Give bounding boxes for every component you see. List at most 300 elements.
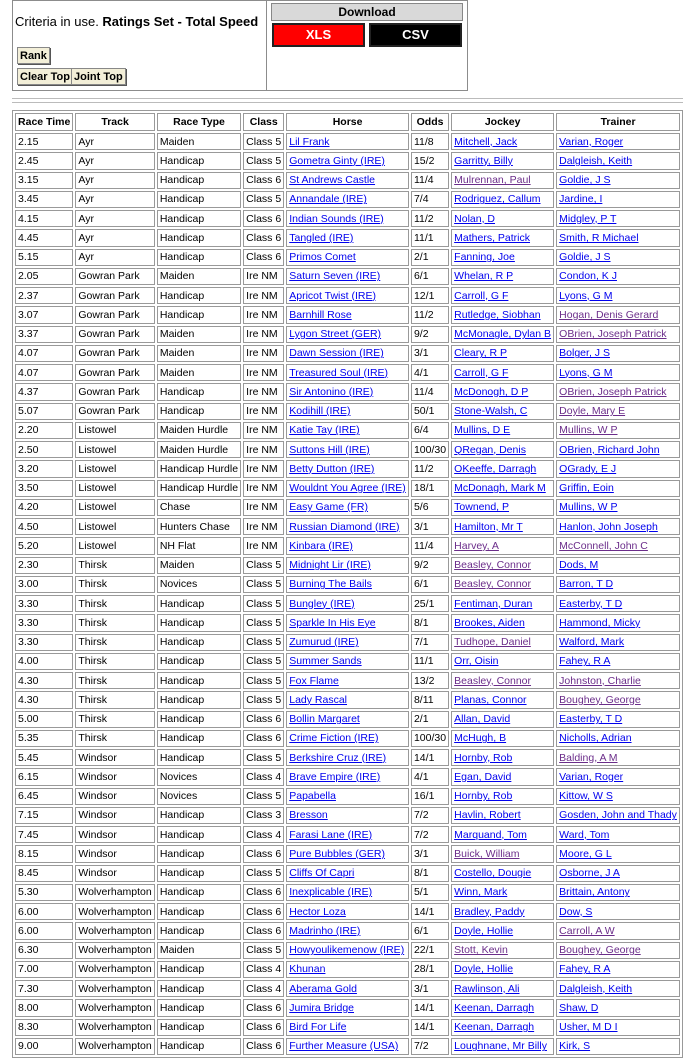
jockey-text[interactable]: Beasley, Connor: [454, 578, 532, 591]
cell-jockey[interactable]: [451, 229, 554, 246]
jockey-text[interactable]: Hornby, Rob: [454, 790, 513, 803]
horse-text[interactable]: Crime Fiction (IRE): [289, 732, 379, 745]
cell-horse[interactable]: [286, 749, 409, 766]
cell-horse[interactable]: [286, 422, 409, 439]
trainer-text[interactable]: Goldie, J S: [559, 174, 611, 187]
cell-jockey[interactable]: [451, 480, 554, 497]
cell-jockey[interactable]: [451, 614, 554, 631]
cell-jockey[interactable]: [451, 422, 554, 439]
trainer-text[interactable]: OBrien, Joseph Patrick: [559, 328, 667, 341]
cell-jockey[interactable]: [451, 460, 554, 477]
track-text: Gowran Park: [78, 385, 140, 398]
cell-trainer[interactable]: [556, 903, 680, 920]
cell-horse[interactable]: [286, 980, 409, 997]
trainer-text[interactable]: Dalgleish, Keith: [559, 154, 633, 167]
jockey-text[interactable]: QRegan, Denis: [454, 443, 526, 456]
jockey-text[interactable]: Mullins, D E: [454, 424, 511, 437]
horse-text[interactable]: Khunan: [289, 963, 326, 976]
horse-text[interactable]: Berkshire Cruz (IRE): [289, 751, 387, 764]
trainer-text[interactable]: Carroll, A W: [559, 924, 615, 937]
jockey-text[interactable]: Doyle, Hollie: [454, 963, 514, 976]
trainer-text[interactable]: Mullins, W P: [559, 424, 618, 437]
horse-text[interactable]: Gometra Ginty (IRE): [289, 154, 385, 167]
cell-trainer[interactable]: [556, 268, 680, 285]
cell-jockey[interactable]: [451, 845, 554, 862]
trainer-text[interactable]: Midgley, P T: [559, 212, 617, 225]
cell-jockey[interactable]: [451, 711, 554, 728]
jockey-text[interactable]: Fentiman, Duran: [454, 597, 533, 610]
cell-trainer[interactable]: [556, 826, 680, 843]
cell-jockey[interactable]: [451, 653, 554, 670]
horse-text[interactable]: Tangled (IRE): [289, 231, 354, 244]
cell-jockey[interactable]: [451, 557, 554, 574]
cell-jockey[interactable]: [451, 326, 554, 343]
horse-text[interactable]: Midnight Lir (IRE): [289, 559, 371, 572]
trainer-text[interactable]: OBrien, Richard John: [559, 443, 660, 456]
jockey-text[interactable]: Beasley, Connor: [454, 559, 532, 572]
jockey-text[interactable]: Mitchell, Jack: [454, 135, 518, 148]
jockey-text[interactable]: Beasley, Connor: [454, 674, 532, 687]
cell-horse[interactable]: [286, 1019, 409, 1036]
cell-horse[interactable]: [286, 961, 409, 978]
cell-jockey[interactable]: [451, 345, 554, 362]
cell-jockey[interactable]: [451, 403, 554, 420]
cell-trainer[interactable]: [556, 403, 680, 420]
trainer-text[interactable]: Smith, R Michael: [559, 231, 639, 244]
cell-trainer[interactable]: [556, 865, 680, 882]
horse-text[interactable]: Madrinho (IRE): [289, 924, 361, 937]
cell-trainer[interactable]: [556, 287, 680, 304]
jockey-text[interactable]: Townend, P: [454, 501, 510, 514]
horse-text[interactable]: Aberama Gold: [289, 982, 357, 995]
jockey-text[interactable]: Bradley, Paddy: [454, 905, 525, 918]
jockey-text[interactable]: Havlin, Robert: [454, 809, 521, 822]
horse-text[interactable]: Russian Diamond (IRE): [289, 520, 400, 533]
jockey-text[interactable]: Tudhope, Daniel: [454, 636, 531, 649]
horse-text[interactable]: Hector Loza: [289, 905, 346, 918]
horse-text[interactable]: Cliffs Of Capri: [289, 867, 355, 880]
cell-horse[interactable]: [286, 942, 409, 959]
horse-text[interactable]: Wouldnt You Agree (IRE): [289, 482, 406, 495]
cell-horse[interactable]: [286, 518, 409, 535]
cell-horse[interactable]: [286, 884, 409, 901]
jockey-text[interactable]: OKeeffe, Darragh: [454, 462, 537, 475]
cell-trainer[interactable]: [556, 980, 680, 997]
horse-text[interactable]: Bollin Margaret: [289, 713, 360, 726]
trainer-text[interactable]: Brittain, Antony: [559, 886, 630, 899]
cell-jockey[interactable]: [451, 364, 554, 381]
jockey-text[interactable]: Hornby, Rob: [454, 751, 513, 764]
horse-text[interactable]: Further Measure (USA): [289, 1040, 399, 1053]
cell-jockey[interactable]: [451, 807, 554, 824]
cell-trainer[interactable]: [556, 768, 680, 785]
rank-button[interactable]: Rank: [17, 47, 50, 64]
cell-trainer[interactable]: [556, 634, 680, 651]
horse-text[interactable]: Suttons Hill (IRE): [289, 443, 370, 456]
trainer-text[interactable]: Kirk, S: [559, 1040, 591, 1053]
jockey-text[interactable]: Whelan, R P: [454, 270, 514, 283]
jockey-text[interactable]: Egan, David: [454, 770, 512, 783]
jockey-text[interactable]: Garritty, Billy: [454, 154, 513, 167]
cell-jockey[interactable]: [451, 922, 554, 939]
trainer-text[interactable]: Varian, Roger: [559, 135, 624, 148]
cell-horse[interactable]: [286, 1038, 409, 1055]
trainer-text[interactable]: Boughey, George: [559, 693, 641, 706]
cell-horse[interactable]: [286, 210, 409, 227]
horse-text[interactable]: Bird For Life: [289, 1021, 347, 1034]
cell-horse[interactable]: [286, 653, 409, 670]
cell-trainer[interactable]: [556, 172, 680, 189]
trainer-text[interactable]: Griffin, Eoin: [559, 482, 614, 495]
jockey-text[interactable]: Stone-Walsh, C: [454, 405, 528, 418]
cell-horse[interactable]: [286, 807, 409, 824]
joint-top-button[interactable]: Joint Top: [71, 68, 126, 85]
horse-text[interactable]: Kinbara (IRE): [289, 539, 353, 552]
trainer-text[interactable]: Dods, M: [559, 559, 599, 572]
clear-top-button[interactable]: Clear Top: [17, 68, 73, 85]
cell-trainer[interactable]: [556, 711, 680, 728]
jockey-text[interactable]: Keenan, Darragh: [454, 1001, 535, 1014]
jockey-text[interactable]: Mulrennan, Paul: [454, 174, 531, 187]
cell-horse[interactable]: [286, 768, 409, 785]
horse-text[interactable]: Saturn Seven (IRE): [289, 270, 381, 283]
jockey-text[interactable]: Buick, William: [454, 847, 520, 860]
cell-horse[interactable]: [286, 595, 409, 612]
horse-text[interactable]: Sir Antonino (IRE): [289, 385, 374, 398]
cell-trainer[interactable]: [556, 576, 680, 593]
cell-trainer[interactable]: [556, 422, 680, 439]
cell-jockey[interactable]: [451, 903, 554, 920]
cell-horse[interactable]: [286, 268, 409, 285]
cell-jockey[interactable]: [451, 191, 554, 208]
cell-horse[interactable]: [286, 191, 409, 208]
horse-text[interactable]: Summer Sands: [289, 655, 362, 668]
cell-jockey[interactable]: [451, 172, 554, 189]
cell-trainer[interactable]: [556, 672, 680, 689]
cell-jockey[interactable]: [451, 826, 554, 843]
horse-text[interactable]: Betty Dutton (IRE): [289, 462, 375, 475]
jockey-text[interactable]: Orr, Oisin: [454, 655, 499, 668]
cell-jockey[interactable]: [451, 691, 554, 708]
cell-horse[interactable]: [286, 537, 409, 554]
track-text: Windsor: [78, 828, 117, 841]
cell-odds: [411, 653, 449, 670]
jockey-text[interactable]: Doyle, Hollie: [454, 924, 514, 937]
cell-trainer[interactable]: [556, 210, 680, 227]
jockey-text[interactable]: Nolan, D: [454, 212, 496, 225]
trainer-text[interactable]: Goldie, J S: [559, 251, 611, 264]
cell-trainer[interactable]: [556, 788, 680, 805]
cell-jockey[interactable]: [451, 749, 554, 766]
cell-horse[interactable]: [286, 903, 409, 920]
trainer-text[interactable]: Bolger, J S: [559, 347, 610, 360]
cell-horse[interactable]: [286, 557, 409, 574]
trainer-text[interactable]: Boughey, George: [559, 944, 641, 957]
cell-trainer[interactable]: [556, 518, 680, 535]
trainer-text[interactable]: Mullins, W P: [559, 501, 618, 514]
jockey-text[interactable]: Harvey, A: [454, 539, 499, 552]
trainer-text[interactable]: Easterby, T D: [559, 713, 623, 726]
jockey-text[interactable]: McHugh, B: [454, 732, 507, 745]
cell-horse[interactable]: [286, 480, 409, 497]
jockey-text[interactable]: Fanning, Joe: [454, 251, 515, 264]
cell-trainer[interactable]: [556, 653, 680, 670]
cell-trainer[interactable]: [556, 441, 680, 458]
trainer-text[interactable]: Nicholls, Adrian: [559, 732, 632, 745]
trainer-text[interactable]: Condon, K J: [559, 270, 617, 283]
horse-text[interactable]: Pure Bubbles (GER): [289, 847, 385, 860]
cell-jockey[interactable]: [451, 942, 554, 959]
jockey-text[interactable]: Planas, Connor: [454, 693, 527, 706]
cell-trainer[interactable]: [556, 364, 680, 381]
cell-trainer[interactable]: [556, 460, 680, 477]
cell-trainer[interactable]: [556, 691, 680, 708]
cell-horse[interactable]: [286, 287, 409, 304]
trainer-text[interactable]: Hogan, Denis Gerard: [559, 308, 659, 321]
jockey-text[interactable]: Stott, Kevin: [454, 944, 508, 957]
cell-horse[interactable]: [286, 403, 409, 420]
jockey-text[interactable]: Loughnane, Mr Billy: [454, 1040, 547, 1053]
horse-text[interactable]: Inexplicable (IRE): [289, 886, 373, 899]
cell-trainer[interactable]: [556, 749, 680, 766]
cell-trainer[interactable]: [556, 499, 680, 516]
trainer-text[interactable]: Hanlon, John Joseph: [559, 520, 658, 533]
trainer-text[interactable]: Barron, T D: [559, 578, 614, 591]
trainer-text[interactable]: OGrady, E J: [559, 462, 617, 475]
trainer-text[interactable]: OBrien, Joseph Patrick: [559, 385, 667, 398]
trainer-text[interactable]: Fahey, R A: [559, 655, 611, 668]
horse-text[interactable]: Primos Comet: [289, 251, 356, 264]
cell-trainer[interactable]: [556, 614, 680, 631]
cell-trainer[interactable]: [556, 480, 680, 497]
cell-horse[interactable]: [286, 614, 409, 631]
trainer-text[interactable]: Shaw, D: [559, 1001, 599, 1014]
horse-text[interactable]: Lady Rascal: [289, 693, 348, 706]
horse-text[interactable]: Sparkle In His Eye: [289, 616, 376, 629]
trainer-text[interactable]: Usher, M D I: [559, 1021, 618, 1034]
horse-text[interactable]: Brave Empire (IRE): [289, 770, 381, 783]
horse-text[interactable]: Burning The Bails: [289, 578, 372, 591]
cell-jockey[interactable]: [451, 537, 554, 554]
cell-track: [75, 306, 154, 323]
trainer-text[interactable]: Kittow, W S: [559, 790, 613, 803]
jockey-text[interactable]: Brookes, Aiden: [454, 616, 525, 629]
cell-jockey[interactable]: [451, 634, 554, 651]
cell-trainer[interactable]: [556, 229, 680, 246]
jockey-text[interactable]: Costello, Dougie: [454, 867, 532, 880]
cell-horse[interactable]: [286, 229, 409, 246]
horse-text[interactable]: Howyoulikemenow (IRE): [289, 944, 405, 957]
trainer-text[interactable]: Easterby, T D: [559, 597, 623, 610]
cell-horse[interactable]: [286, 133, 409, 150]
cell-horse[interactable]: [286, 730, 409, 747]
trainer-text[interactable]: Gosden, John and Thady: [559, 809, 677, 822]
cell-jockey[interactable]: [451, 1019, 554, 1036]
cell-trainer[interactable]: [556, 942, 680, 959]
trainer-text[interactable]: Ward, Tom: [559, 828, 610, 841]
cell-trainer[interactable]: [556, 345, 680, 362]
cell-horse[interactable]: [286, 345, 409, 362]
cell-jockey[interactable]: [451, 865, 554, 882]
cell-jockey[interactable]: [451, 788, 554, 805]
trainer-text[interactable]: Fahey, R A: [559, 963, 611, 976]
horse-text[interactable]: Annandale (IRE): [289, 193, 367, 206]
cell-horse[interactable]: [286, 634, 409, 651]
cell-trainer[interactable]: [556, 133, 680, 150]
cell-horse[interactable]: [286, 306, 409, 323]
horse-text[interactable]: Easy Game (FR): [289, 501, 368, 514]
jockey-text[interactable]: Marquand, Tom: [454, 828, 527, 841]
xls-download-button[interactable]: XLS: [272, 23, 365, 47]
horse-text[interactable]: Dawn Session (IRE): [289, 347, 384, 360]
cell-jockey[interactable]: [451, 576, 554, 593]
cell-horse[interactable]: [286, 922, 409, 939]
cell-jockey[interactable]: [451, 499, 554, 516]
cell-jockey[interactable]: [451, 268, 554, 285]
cell-jockey[interactable]: [451, 1038, 554, 1055]
trainer-text[interactable]: Lyons, G M: [559, 366, 613, 379]
horse-text[interactable]: Bresson: [289, 809, 328, 822]
cell-trainer[interactable]: [556, 1038, 680, 1055]
trainer-text[interactable]: Doyle, Mary E: [559, 405, 626, 418]
cell-jockey[interactable]: [451, 768, 554, 785]
jockey-text[interactable]: McMonagle, Dylan B: [454, 328, 552, 341]
cell-jockey[interactable]: [451, 249, 554, 266]
cell-jockey[interactable]: [451, 961, 554, 978]
cell-horse[interactable]: [286, 691, 409, 708]
trainer-text[interactable]: Hammond, Micky: [559, 616, 641, 629]
cell-trainer[interactable]: [556, 152, 680, 169]
horse-text[interactable]: Bungley (IRE): [289, 597, 355, 610]
cell-jockey[interactable]: [451, 287, 554, 304]
cell-jockey[interactable]: [451, 383, 554, 400]
trainer-text[interactable]: Jardine, I: [559, 193, 603, 206]
cell-trainer[interactable]: [556, 537, 680, 554]
cell-trainer[interactable]: [556, 845, 680, 862]
jockey-text[interactable]: Carroll, G F: [454, 289, 509, 302]
horse-text[interactable]: St Andrews Castle: [289, 174, 376, 187]
cell-trainer[interactable]: [556, 922, 680, 939]
cell-jockey[interactable]: [451, 730, 554, 747]
horse-text[interactable]: Papabella: [289, 790, 336, 803]
cell-trainer[interactable]: [556, 807, 680, 824]
trainer-text[interactable]: Walford, Mark: [559, 636, 625, 649]
race-type-text: Handicap: [159, 674, 205, 687]
cell-class: [243, 422, 284, 439]
cell-trainer[interactable]: [556, 961, 680, 978]
cell-jockey[interactable]: [451, 133, 554, 150]
cell-horse[interactable]: [286, 826, 409, 843]
cell-jockey[interactable]: [451, 441, 554, 458]
trainer-text[interactable]: Balding, A M: [559, 751, 618, 764]
cell-trainer[interactable]: [556, 249, 680, 266]
trainer-text[interactable]: Varian, Roger: [559, 770, 624, 783]
cell-trainer[interactable]: [556, 306, 680, 323]
cell-trainer[interactable]: [556, 191, 680, 208]
cell-jockey[interactable]: [451, 595, 554, 612]
cell-horse[interactable]: [286, 441, 409, 458]
jockey-text[interactable]: Winn, Mark: [454, 886, 508, 899]
cell-horse[interactable]: [286, 672, 409, 689]
cell-trainer[interactable]: [556, 999, 680, 1016]
cell-horse[interactable]: [286, 152, 409, 169]
trainer-text[interactable]: Osborne, J A: [559, 867, 620, 880]
horse-text[interactable]: Lygon Street (GER): [289, 328, 382, 341]
trainer-text[interactable]: Moore, G L: [559, 847, 612, 860]
race-time-text: 5.45: [18, 751, 39, 764]
jockey-text[interactable]: McDonogh, D P: [454, 385, 529, 398]
cell-jockey[interactable]: [451, 152, 554, 169]
trainer-text[interactable]: Johnston, Charlie: [559, 674, 641, 687]
horse-text[interactable]: Zumurud (IRE): [289, 636, 359, 649]
cell-horse[interactable]: [286, 499, 409, 516]
cell-jockey[interactable]: [451, 210, 554, 227]
horse-text[interactable]: Katie Tay (IRE): [289, 424, 360, 437]
cell-trainer[interactable]: [556, 595, 680, 612]
jockey-text[interactable]: Rawlinson, Ali: [454, 982, 520, 995]
cell-trainer[interactable]: [556, 884, 680, 901]
trainer-text[interactable]: Dow, S: [559, 905, 593, 918]
cell-trainer[interactable]: [556, 557, 680, 574]
cell-horse[interactable]: [286, 865, 409, 882]
horse-text[interactable]: Apricot Twist (IRE): [289, 289, 376, 302]
cell-jockey[interactable]: [451, 672, 554, 689]
cell-horse[interactable]: [286, 364, 409, 381]
horse-text[interactable]: Farasi Lane (IRE): [289, 828, 373, 841]
cell-horse[interactable]: [286, 383, 409, 400]
trainer-text[interactable]: Dalgleish, Keith: [559, 982, 633, 995]
cell-horse[interactable]: [286, 172, 409, 189]
cell-horse[interactable]: [286, 249, 409, 266]
jockey-text[interactable]: McDonagh, Mark M: [454, 482, 546, 495]
cell-jockey[interactable]: [451, 884, 554, 901]
jockey-text[interactable]: Rodriguez, Callum: [454, 193, 541, 206]
cell-jockey[interactable]: [451, 999, 554, 1016]
cell-horse[interactable]: [286, 845, 409, 862]
cell-horse[interactable]: [286, 326, 409, 343]
cell-trainer[interactable]: [556, 1019, 680, 1036]
horse-text[interactable]: Lil Frank: [289, 135, 330, 148]
cell-jockey[interactable]: [451, 980, 554, 997]
cell-horse[interactable]: [286, 711, 409, 728]
horse-text[interactable]: Barnhill Rose: [289, 308, 352, 321]
jockey-text[interactable]: Carroll, G F: [454, 366, 509, 379]
jockey-text[interactable]: Hamilton, Mr T: [454, 520, 523, 533]
cell-trainer[interactable]: [556, 730, 680, 747]
cell-jockey[interactable]: [451, 518, 554, 535]
jockey-text[interactable]: Cleary, R P: [454, 347, 508, 360]
cell-horse[interactable]: [286, 788, 409, 805]
horse-text[interactable]: Kodihill (IRE): [289, 405, 351, 418]
horse-text[interactable]: Fox Flame: [289, 674, 339, 687]
cell-horse[interactable]: [286, 576, 409, 593]
jockey-text[interactable]: Rutledge, Siobhan: [454, 308, 541, 321]
cell-trainer[interactable]: [556, 383, 680, 400]
trainer-text[interactable]: McConnell, John C: [559, 539, 648, 552]
cell-trainer[interactable]: [556, 326, 680, 343]
csv-download-button[interactable]: CSV: [369, 23, 462, 47]
cell-jockey[interactable]: [451, 306, 554, 323]
horse-text[interactable]: Indian Sounds (IRE): [289, 212, 384, 225]
cell-horse[interactable]: [286, 460, 409, 477]
trainer-text[interactable]: Lyons, G M: [559, 289, 613, 302]
horse-text[interactable]: Jumira Bridge: [289, 1001, 355, 1014]
horse-text[interactable]: Treasured Soul (IRE): [289, 366, 389, 379]
jockey-text[interactable]: Keenan, Darragh: [454, 1021, 535, 1034]
jockey-text[interactable]: Mathers, Patrick: [454, 231, 531, 244]
jockey-text[interactable]: Allan, David: [454, 713, 511, 726]
cell-horse[interactable]: [286, 999, 409, 1016]
